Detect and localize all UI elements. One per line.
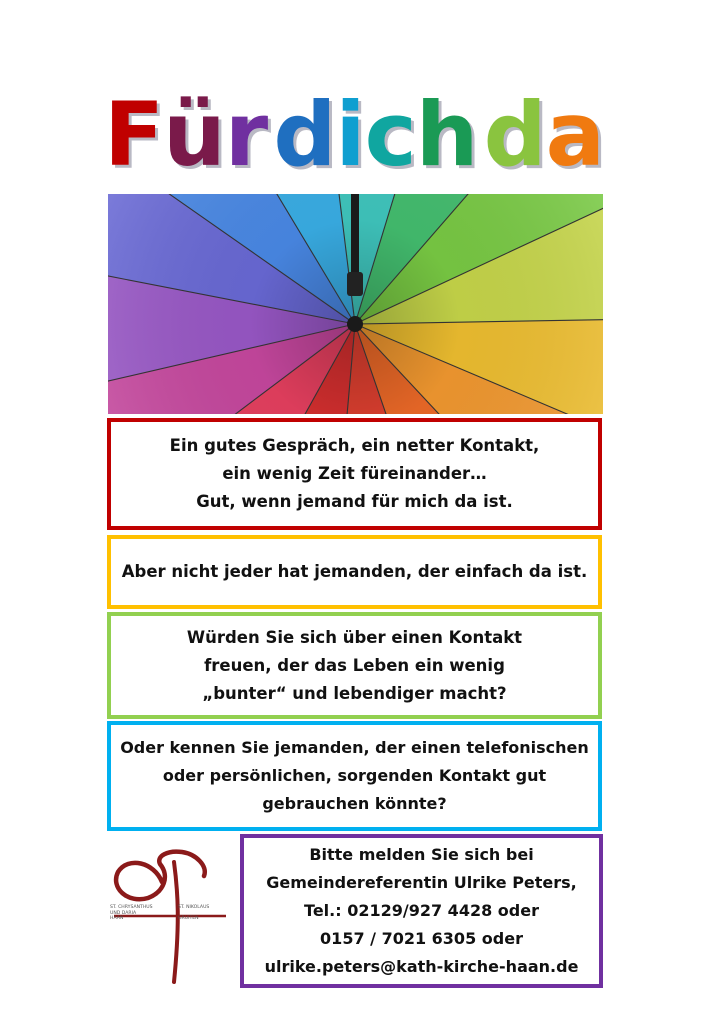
text-line: gebrauchen könnte? <box>262 794 447 813</box>
title-letter: i <box>335 82 365 186</box>
question-box-2 <box>107 721 602 831</box>
title-letter: d <box>273 82 336 186</box>
title-letter: c <box>364 82 416 186</box>
text-line: Gemeindereferentin Ulrike Peters, <box>266 873 577 892</box>
page-title <box>104 84 604 184</box>
text-line: Oder kennen Sie jemanden, der einen telefonischen <box>120 738 589 757</box>
text-line: „bunter“ und lebendiger macht? <box>202 683 507 703</box>
title-letter: h <box>415 82 478 186</box>
text-line: freuen, der das Leben ein wenig <box>204 655 505 675</box>
text-line: Ein gutes Gespräch, ein netter Kontakt, <box>169 436 540 455</box>
text-line: Tel.: 02129/927 4428 oder <box>304 901 539 920</box>
title-letter: F <box>104 82 164 186</box>
rainbow-umbrella-image <box>108 194 603 414</box>
text-line: Gut, wenn jemand für mich da ist. <box>196 492 513 511</box>
logo-text-left: ST. CHRYSANTHUS UND DARIA HAAN <box>110 905 153 921</box>
text-line: Aber nicht jeder hat jemanden, der einfach da ist. <box>121 562 588 581</box>
title-letter: a <box>545 82 604 186</box>
notice-box <box>107 535 602 609</box>
contact-box <box>240 834 603 988</box>
intro-box <box>107 418 602 530</box>
text-line: 0157 / 7021 6305 oder <box>320 929 523 948</box>
text-line: Bitte melden Sie sich bei <box>309 845 534 864</box>
question-box <box>107 612 602 719</box>
parish-logo <box>108 842 234 984</box>
text-line: ein wenig Zeit füreinander… <box>222 464 487 483</box>
title-letter: r <box>224 82 268 186</box>
contact-email[interactable]: ulrike.peters@kath-kirche-haan.de <box>264 957 579 976</box>
title-letter: d <box>483 82 546 186</box>
text-line: oder persönlichen, sorgenden Kontakt gut <box>162 766 547 785</box>
title-letter: ü <box>163 82 225 186</box>
logo-text-right: ST. NIKOLAUS GRUITEN <box>178 905 210 921</box>
text-line: Würden Sie sich über einen Kontakt <box>186 627 523 647</box>
